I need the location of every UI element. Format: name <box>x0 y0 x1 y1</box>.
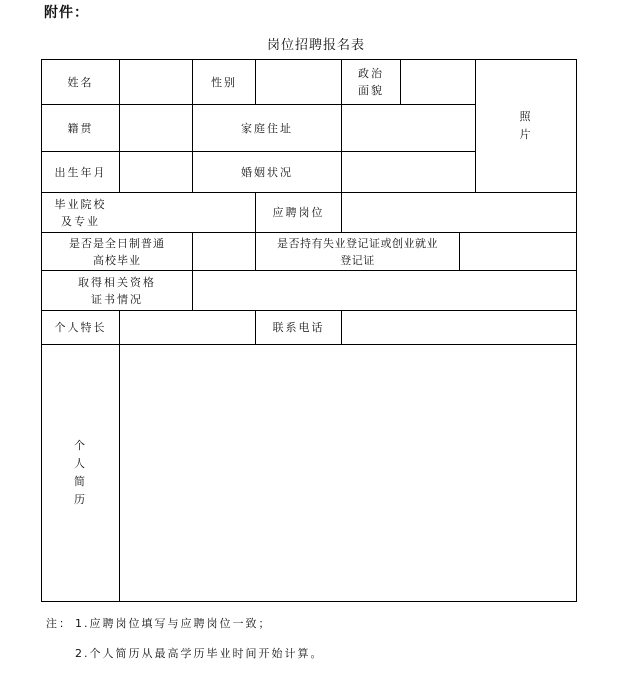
resume-label: 个人简历 <box>74 439 87 506</box>
unemployment-cert-label: 是否持有失业登记证或创业就业 登记证 <box>277 236 438 267</box>
applied-position-label: 应聘岗位 <box>272 206 325 219</box>
photo-label: 照片 <box>519 110 533 141</box>
note-1: 1.应聘岗位填写与应聘岗位一致； <box>75 617 272 630</box>
qualification-label: 取得相关资格 证书情况 <box>78 275 156 306</box>
home-address-label: 家庭住址 <box>241 121 293 135</box>
fulltime-graduate-label: 是否是全日制普通 高校毕业 <box>69 236 165 267</box>
qualification-field[interactable] <box>193 271 576 310</box>
home-address-field[interactable] <box>342 105 475 151</box>
applied-position-field[interactable] <box>342 193 576 232</box>
note-2: 2.个人简历从最高学历毕业时间开始计算。 <box>75 647 324 660</box>
birth-date-field[interactable] <box>120 152 192 192</box>
phone-field[interactable] <box>342 311 576 344</box>
marital-status-field[interactable] <box>342 152 475 192</box>
native-place-label: 籍贯 <box>67 121 94 135</box>
photo-area[interactable] <box>476 60 576 192</box>
school-major-label: 毕业院校 及专业 <box>54 197 107 228</box>
form-border-right <box>576 59 577 602</box>
gender-label: 性别 <box>211 75 237 89</box>
phone-label: 联系电话 <box>272 321 325 334</box>
political-status-field[interactable] <box>401 60 475 104</box>
attachment-label: 附件： <box>44 5 89 21</box>
birth-date-label: 出生年月 <box>54 165 107 179</box>
notes-prefix: 注： <box>46 617 72 630</box>
gender-field[interactable] <box>256 60 341 104</box>
marital-status-label: 婚姻状况 <box>241 165 293 179</box>
name-field[interactable] <box>120 60 192 104</box>
form-border-bottom <box>41 601 577 602</box>
native-place-field[interactable] <box>120 105 192 151</box>
name-label: 姓名 <box>67 75 94 89</box>
resume-label-cell <box>42 345 119 601</box>
political-status-label: 政治 面貌 <box>358 67 384 97</box>
specialty-label: 个人特长 <box>54 321 107 334</box>
resume-field[interactable] <box>120 345 576 601</box>
specialty-field[interactable] <box>120 311 255 344</box>
fulltime-graduate-field[interactable] <box>193 233 255 270</box>
form-title: 岗位招聘报名表 <box>266 38 365 53</box>
unemployment-cert-field[interactable] <box>460 233 576 270</box>
school-major-field[interactable] <box>120 193 255 232</box>
